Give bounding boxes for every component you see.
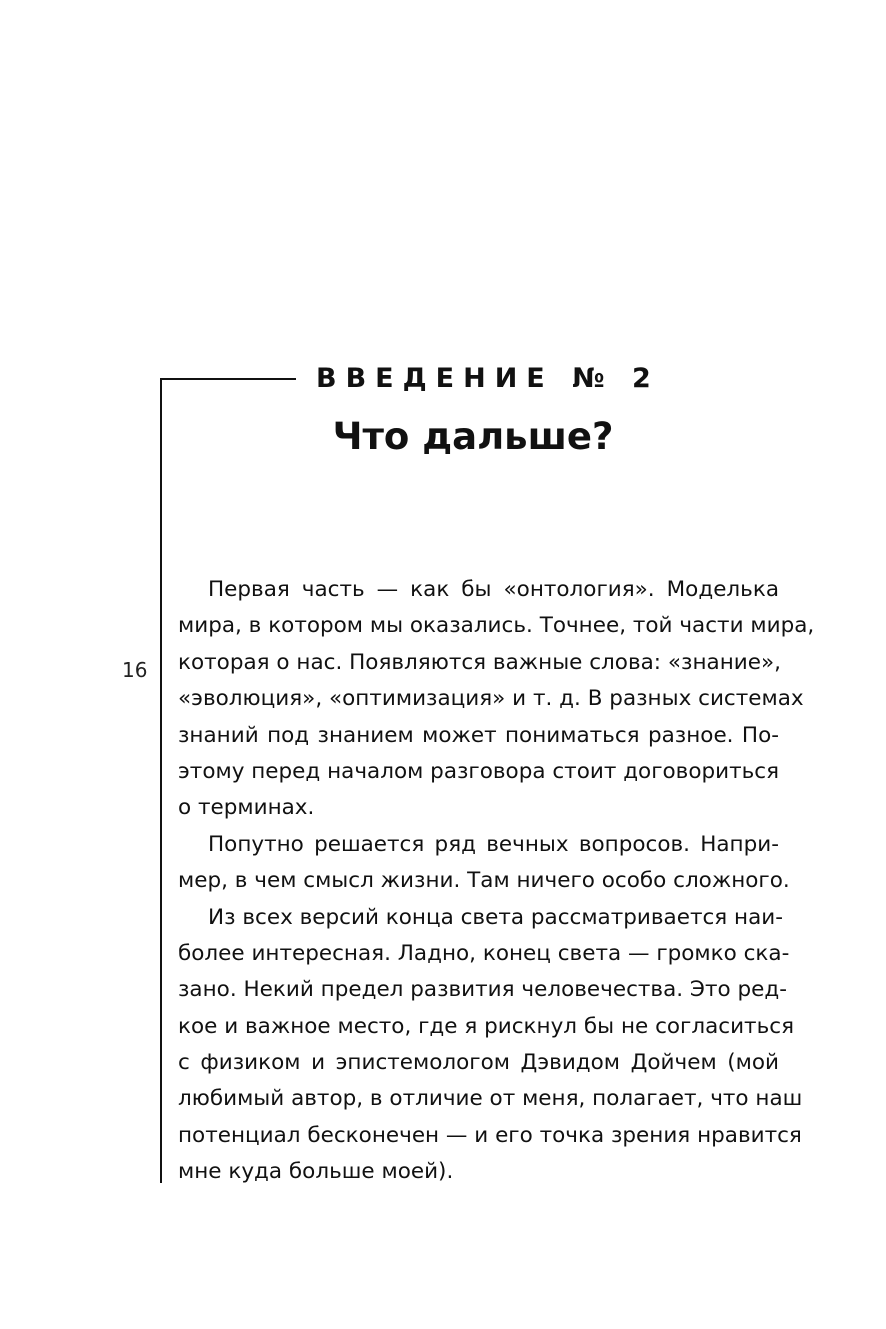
- chapter-title: Что дальше?: [332, 415, 614, 458]
- text-line: этому перед началом разговора стоит договориться: [178, 758, 780, 784]
- chapter-label: ВВЕДЕНИЕ № 2: [316, 363, 660, 394]
- text-line: Попутно решается ряд вечных вопросов. Напри-: [208, 831, 779, 857]
- text-line: любимый автор, в отличие от меня, полагает, что наш: [178, 1086, 803, 1112]
- text-line: зано. Некий предел развития человечества. Это ред-: [178, 977, 787, 1003]
- text-line: с физиком и эпистемологом Дэвидом Дойчем (мой: [178, 1050, 779, 1076]
- page-number: 16: [122, 658, 148, 682]
- paragraph: [178, 827, 790, 900]
- chapter-rule-vertical: [160, 378, 162, 1183]
- text-line: Первая часть — как бы «онтология». Моделька: [208, 577, 779, 602]
- paragraph: [178, 572, 815, 827]
- text-line: которая о нас. Появляются важные слова: «знание»,: [178, 649, 781, 675]
- body-text: [178, 572, 815, 1191]
- text-line: мира, в котором мы оказались. Точнее, той части мира,: [178, 613, 815, 639]
- text-line: кое и важное место, где я рискнул бы не согласиться: [178, 1013, 795, 1039]
- text-line: «эволюция», «оптимизация» и т. д. В разных системах: [178, 686, 804, 712]
- chapter-rule-horizontal: [160, 378, 296, 380]
- text-line: знаний под знанием может пониматься разное. По-: [178, 722, 779, 748]
- text-line: мер, в чем смысл жизни. Там ничего особо сложного.: [178, 868, 790, 894]
- text-line: потенциал бесконечен — и его точка зрения нравится: [178, 1122, 802, 1148]
- text-line: Из всех версий конца света рассматривается наи-: [208, 904, 784, 930]
- text-line: более интересная. Ладно, конец света — громко ска-: [178, 940, 790, 966]
- paragraph: [178, 900, 803, 1191]
- text-line: мне куда больше моей).: [178, 1159, 454, 1185]
- text-line: о терминах.: [178, 795, 315, 821]
